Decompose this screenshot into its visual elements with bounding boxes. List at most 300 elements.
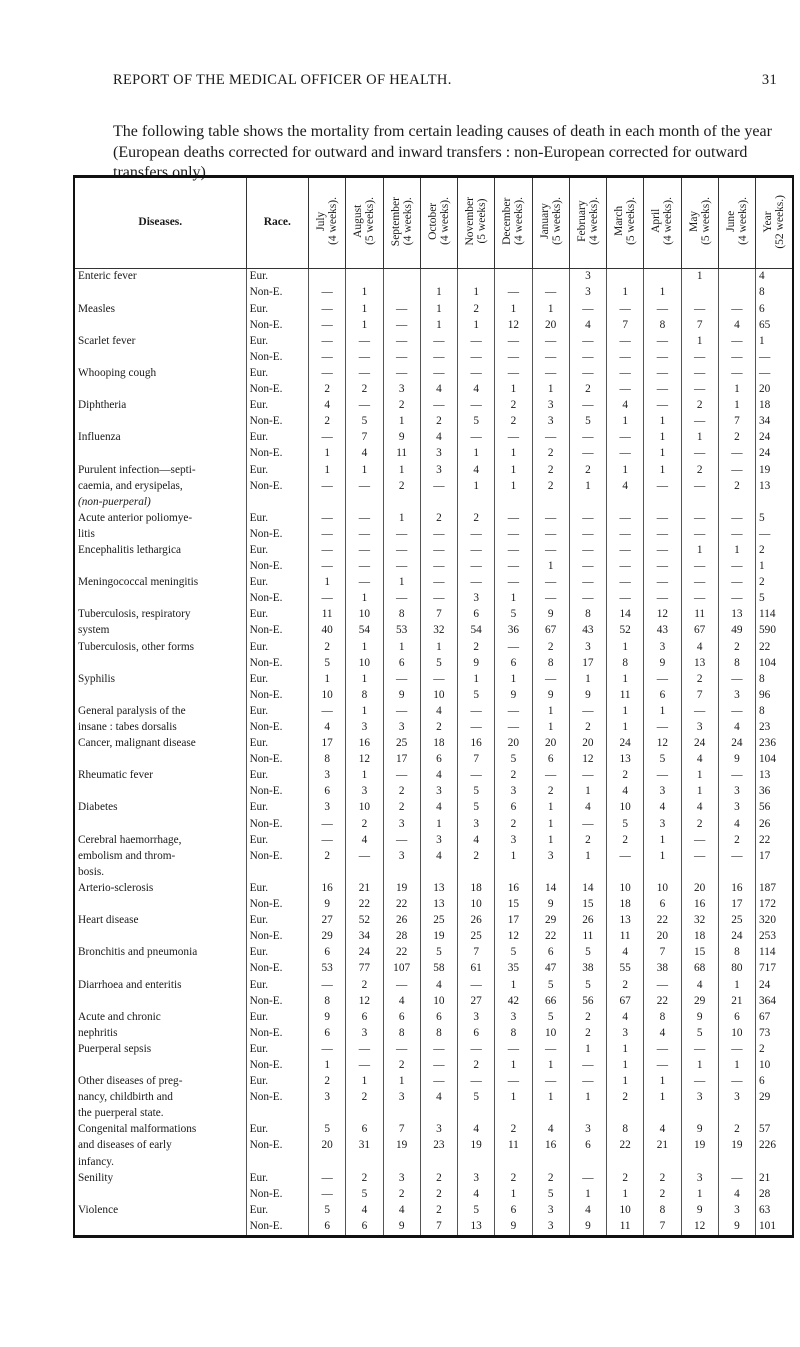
empty-cell bbox=[420, 1106, 457, 1122]
month-value: — bbox=[532, 543, 569, 559]
month-value: — bbox=[420, 575, 457, 591]
month-value: 12 bbox=[644, 607, 681, 623]
header-month-8 bbox=[607, 177, 644, 269]
header-month-7-label: February (4 weeks). bbox=[575, 197, 600, 246]
month-value bbox=[644, 269, 681, 286]
race-cell: Non-E. bbox=[246, 929, 308, 945]
month-value: — bbox=[309, 349, 346, 365]
month-value: 4 bbox=[681, 639, 718, 655]
month-value: 11 bbox=[569, 929, 606, 945]
month-value: — bbox=[309, 832, 346, 848]
month-value: — bbox=[644, 382, 681, 398]
month-value: 2 bbox=[718, 1122, 755, 1138]
month-value bbox=[458, 269, 495, 286]
race-cell: Non-E. bbox=[246, 382, 308, 398]
month-value: 7 bbox=[681, 687, 718, 703]
month-value: 10 bbox=[718, 1025, 755, 1041]
disease-name bbox=[74, 993, 246, 1009]
month-value: 54 bbox=[458, 623, 495, 639]
table-row bbox=[74, 655, 793, 671]
month-value: — bbox=[569, 768, 606, 784]
empty-cell bbox=[569, 864, 606, 880]
month-value: 26 bbox=[569, 913, 606, 929]
month-value: 1 bbox=[607, 1058, 644, 1074]
month-value: 3 bbox=[458, 591, 495, 607]
year-total: 4 bbox=[756, 269, 793, 286]
month-value: 3 bbox=[532, 1219, 569, 1237]
table-row bbox=[74, 639, 793, 655]
empty-cell bbox=[718, 1154, 755, 1170]
month-value: 5 bbox=[346, 414, 383, 430]
month-value: 1 bbox=[420, 639, 457, 655]
empty-cell bbox=[569, 1154, 606, 1170]
month-value: — bbox=[420, 398, 457, 414]
year-total: 5 bbox=[756, 510, 793, 526]
month-value: 20 bbox=[532, 736, 569, 752]
race-cell: Eur. bbox=[246, 881, 308, 897]
month-value: — bbox=[495, 430, 532, 446]
month-value: — bbox=[383, 301, 420, 317]
year-total: 67 bbox=[756, 1009, 793, 1025]
month-value: 3 bbox=[458, 1009, 495, 1025]
month-value: 1 bbox=[644, 285, 681, 301]
disease-name: Enteric fever bbox=[74, 269, 246, 286]
month-value: — bbox=[681, 510, 718, 526]
month-value: 21 bbox=[644, 1138, 681, 1154]
month-value: 3 bbox=[607, 1025, 644, 1041]
month-value: 29 bbox=[309, 929, 346, 945]
month-value: — bbox=[718, 462, 755, 478]
month-value: 32 bbox=[681, 913, 718, 929]
year-total: 56 bbox=[756, 800, 793, 816]
month-value: 14 bbox=[607, 607, 644, 623]
month-value: 29 bbox=[532, 913, 569, 929]
month-value: 4 bbox=[420, 848, 457, 864]
disease-name: Cancer, malignant disease bbox=[74, 736, 246, 752]
month-value: 2 bbox=[569, 1025, 606, 1041]
month-value: 2 bbox=[346, 816, 383, 832]
race-cell: Non-E. bbox=[246, 1058, 308, 1074]
month-value: 1 bbox=[569, 848, 606, 864]
month-value bbox=[718, 269, 755, 286]
month-value: 3 bbox=[495, 832, 532, 848]
month-value: 1 bbox=[309, 1058, 346, 1074]
empty-cell bbox=[383, 864, 420, 880]
year-total: 57 bbox=[756, 1122, 793, 1138]
month-value: 1 bbox=[681, 1186, 718, 1202]
month-value: — bbox=[644, 977, 681, 993]
month-value: 9 bbox=[718, 1219, 755, 1237]
month-value bbox=[346, 269, 383, 286]
empty-cell bbox=[420, 494, 457, 510]
month-value: 6 bbox=[346, 1122, 383, 1138]
month-value: 9 bbox=[495, 687, 532, 703]
disease-name: (non-puerperal) bbox=[74, 494, 246, 510]
month-value: — bbox=[718, 671, 755, 687]
month-value: — bbox=[383, 349, 420, 365]
month-value: 15 bbox=[495, 897, 532, 913]
month-value: 3 bbox=[420, 1122, 457, 1138]
month-value: 8 bbox=[309, 752, 346, 768]
disease-name: Meningococcal meningitis bbox=[74, 575, 246, 591]
month-value: — bbox=[495, 720, 532, 736]
month-value: 1 bbox=[644, 1090, 681, 1106]
month-value: 2 bbox=[383, 478, 420, 494]
month-value: 13 bbox=[607, 752, 644, 768]
month-value: 43 bbox=[644, 623, 681, 639]
month-value: 8 bbox=[569, 607, 606, 623]
table-row bbox=[74, 736, 793, 752]
month-value: 3 bbox=[346, 784, 383, 800]
race-cell: Non-E. bbox=[246, 317, 308, 333]
year-total: 187 bbox=[756, 881, 793, 897]
page-number: 31 bbox=[761, 72, 777, 88]
month-value: — bbox=[458, 768, 495, 784]
month-value: — bbox=[420, 349, 457, 365]
race-cell: Eur. bbox=[246, 1042, 308, 1058]
month-value: 2 bbox=[309, 848, 346, 864]
month-value: 27 bbox=[458, 993, 495, 1009]
race-cell: Non-E. bbox=[246, 720, 308, 736]
race-cell bbox=[246, 1154, 308, 1170]
disease-name: Puerperal sepsis bbox=[74, 1042, 246, 1058]
race-cell: Non-E. bbox=[246, 1025, 308, 1041]
month-value: — bbox=[458, 704, 495, 720]
month-value: 13 bbox=[420, 897, 457, 913]
month-value: 1 bbox=[420, 317, 457, 333]
table-row bbox=[74, 929, 793, 945]
month-value: — bbox=[569, 333, 606, 349]
year-total: 23 bbox=[756, 720, 793, 736]
month-value: 6 bbox=[644, 897, 681, 913]
month-value: — bbox=[607, 591, 644, 607]
month-value: — bbox=[607, 543, 644, 559]
table-header-row bbox=[74, 177, 793, 269]
month-value: 66 bbox=[532, 993, 569, 1009]
month-value: 1 bbox=[495, 848, 532, 864]
month-value: — bbox=[681, 1042, 718, 1058]
empty-cell bbox=[756, 1154, 793, 1170]
race-cell: Non-E. bbox=[246, 1186, 308, 1202]
month-value: 1 bbox=[607, 414, 644, 430]
month-value: 4 bbox=[607, 945, 644, 961]
header-month-10 bbox=[681, 177, 718, 269]
month-value: — bbox=[383, 591, 420, 607]
month-value: 9 bbox=[383, 1219, 420, 1237]
month-value: 2 bbox=[718, 478, 755, 494]
month-value: 3 bbox=[309, 768, 346, 784]
month-value: 22 bbox=[532, 929, 569, 945]
empty-cell bbox=[569, 494, 606, 510]
month-value: 8 bbox=[532, 655, 569, 671]
header-month-6-label: January (5 weeks). bbox=[538, 197, 563, 246]
month-value: 1 bbox=[607, 285, 644, 301]
disease-name bbox=[74, 559, 246, 575]
month-value: — bbox=[718, 559, 755, 575]
month-value: — bbox=[681, 575, 718, 591]
table-row bbox=[74, 1154, 793, 1170]
month-value: 1 bbox=[607, 639, 644, 655]
month-value: 5 bbox=[346, 1186, 383, 1202]
month-value: 12 bbox=[346, 752, 383, 768]
month-value: 1 bbox=[309, 446, 346, 462]
month-value: — bbox=[681, 832, 718, 848]
month-value: 2 bbox=[495, 768, 532, 784]
race-cell: Eur. bbox=[246, 510, 308, 526]
month-value: 11 bbox=[607, 1219, 644, 1237]
month-value: 67 bbox=[532, 623, 569, 639]
race-cell bbox=[246, 1106, 308, 1122]
month-value: — bbox=[718, 527, 755, 543]
month-value: 67 bbox=[607, 993, 644, 1009]
month-value: 6 bbox=[309, 1025, 346, 1041]
month-value: — bbox=[383, 527, 420, 543]
month-value: 1 bbox=[607, 1042, 644, 1058]
month-value: 3 bbox=[458, 816, 495, 832]
month-value: 4 bbox=[383, 993, 420, 1009]
month-value: 49 bbox=[718, 623, 755, 639]
race-cell: Non-E. bbox=[246, 446, 308, 462]
month-value: 4 bbox=[681, 800, 718, 816]
empty-cell bbox=[495, 1106, 532, 1122]
race-cell: Non-E. bbox=[246, 478, 308, 494]
month-value: 1 bbox=[532, 816, 569, 832]
month-value: 3 bbox=[681, 720, 718, 736]
month-value: — bbox=[569, 527, 606, 543]
month-value: — bbox=[420, 559, 457, 575]
year-total: 29 bbox=[756, 1090, 793, 1106]
month-value: — bbox=[644, 543, 681, 559]
month-value: 4 bbox=[346, 832, 383, 848]
empty-cell bbox=[532, 864, 569, 880]
month-value: 3 bbox=[644, 784, 681, 800]
month-value: — bbox=[644, 671, 681, 687]
month-value: — bbox=[309, 317, 346, 333]
month-value: — bbox=[644, 398, 681, 414]
header-month-4 bbox=[458, 177, 495, 269]
month-value: 2 bbox=[309, 1074, 346, 1090]
empty-cell bbox=[309, 494, 346, 510]
month-value: 19 bbox=[681, 1138, 718, 1154]
month-value: 9 bbox=[458, 655, 495, 671]
month-value: — bbox=[309, 816, 346, 832]
race-cell: Eur. bbox=[246, 607, 308, 623]
month-value: 3 bbox=[644, 639, 681, 655]
month-value: 1 bbox=[346, 768, 383, 784]
month-value: 16 bbox=[458, 736, 495, 752]
month-value: — bbox=[569, 816, 606, 832]
month-value: 1 bbox=[607, 1186, 644, 1202]
month-value: 32 bbox=[420, 623, 457, 639]
disease-name: Tuberculosis, respiratory bbox=[74, 607, 246, 623]
month-value: 5 bbox=[495, 607, 532, 623]
header-month-5-label: December (4 weeks). bbox=[501, 197, 526, 246]
month-value: 18 bbox=[458, 881, 495, 897]
month-value: 1 bbox=[309, 462, 346, 478]
month-value: — bbox=[458, 543, 495, 559]
month-value: 4 bbox=[718, 1186, 755, 1202]
month-value: 1 bbox=[644, 848, 681, 864]
month-value: 8 bbox=[495, 1025, 532, 1041]
disease-name bbox=[74, 655, 246, 671]
header-year-label: Year (52 weeks.) bbox=[761, 194, 787, 249]
empty-cell bbox=[346, 1154, 383, 1170]
month-value: 4 bbox=[569, 1202, 606, 1218]
disease-name: Tuberculosis, other forms bbox=[74, 639, 246, 655]
year-total: 172 bbox=[756, 897, 793, 913]
year-total: — bbox=[756, 349, 793, 365]
month-value: 9 bbox=[532, 687, 569, 703]
year-total: 73 bbox=[756, 1025, 793, 1041]
table-row bbox=[74, 1009, 793, 1025]
year-total: 2 bbox=[756, 575, 793, 591]
month-value: — bbox=[420, 671, 457, 687]
month-value: 1 bbox=[681, 430, 718, 446]
month-value: 20 bbox=[644, 929, 681, 945]
month-value: 8 bbox=[420, 1025, 457, 1041]
header-month-2-label: September (4 weeks). bbox=[389, 196, 414, 246]
table-row bbox=[74, 961, 793, 977]
month-value: 80 bbox=[718, 961, 755, 977]
month-value: — bbox=[383, 543, 420, 559]
month-value: — bbox=[681, 366, 718, 382]
year-total: 114 bbox=[756, 945, 793, 961]
month-value: — bbox=[644, 1042, 681, 1058]
month-value: 3 bbox=[532, 1202, 569, 1218]
race-cell: Eur. bbox=[246, 301, 308, 317]
month-value: 10 bbox=[644, 881, 681, 897]
race-cell: Non-E. bbox=[246, 623, 308, 639]
month-value: 5 bbox=[420, 655, 457, 671]
month-value: 2 bbox=[458, 848, 495, 864]
month-value: — bbox=[420, 366, 457, 382]
table-row bbox=[74, 897, 793, 913]
month-value: — bbox=[495, 333, 532, 349]
month-value: 5 bbox=[569, 945, 606, 961]
disease-name: bosis. bbox=[74, 864, 246, 880]
race-cell: Non-E. bbox=[246, 687, 308, 703]
empty-cell bbox=[309, 1154, 346, 1170]
month-value: 16 bbox=[309, 881, 346, 897]
month-value: — bbox=[569, 446, 606, 462]
month-value: 13 bbox=[681, 655, 718, 671]
month-value: 38 bbox=[644, 961, 681, 977]
month-value: — bbox=[718, 1042, 755, 1058]
month-value: 5 bbox=[532, 1009, 569, 1025]
month-value: 2 bbox=[309, 639, 346, 655]
month-value: — bbox=[383, 832, 420, 848]
header-month-1 bbox=[346, 177, 383, 269]
month-value: — bbox=[569, 1058, 606, 1074]
month-value: 2 bbox=[569, 1009, 606, 1025]
month-value: 8 bbox=[644, 317, 681, 333]
disease-name bbox=[74, 897, 246, 913]
month-value bbox=[607, 269, 644, 286]
month-value: 2 bbox=[383, 1058, 420, 1074]
month-value: 20 bbox=[495, 736, 532, 752]
year-total: 6 bbox=[756, 1074, 793, 1090]
month-value: 1 bbox=[569, 1042, 606, 1058]
month-value: — bbox=[644, 768, 681, 784]
month-value: 6 bbox=[532, 752, 569, 768]
month-value: 6 bbox=[495, 1202, 532, 1218]
month-value: 19 bbox=[383, 881, 420, 897]
month-value: — bbox=[420, 543, 457, 559]
month-value: 1 bbox=[346, 317, 383, 333]
month-value: 7 bbox=[383, 1122, 420, 1138]
month-value: 20 bbox=[309, 1138, 346, 1154]
year-total: 2 bbox=[756, 543, 793, 559]
month-value: — bbox=[532, 1074, 569, 1090]
month-value: — bbox=[644, 591, 681, 607]
month-value: — bbox=[718, 1170, 755, 1186]
year-total: 8 bbox=[756, 671, 793, 687]
month-value: 6 bbox=[309, 1219, 346, 1237]
month-value: 2 bbox=[718, 639, 755, 655]
month-value: 2 bbox=[383, 784, 420, 800]
table-row bbox=[74, 462, 793, 478]
month-value: 1 bbox=[383, 575, 420, 591]
month-value: 4 bbox=[607, 478, 644, 494]
header-month-3-label: October (4 weeks). bbox=[426, 197, 451, 246]
month-value: — bbox=[718, 349, 755, 365]
empty-cell bbox=[532, 494, 569, 510]
month-value: 4 bbox=[718, 720, 755, 736]
month-value: 5 bbox=[458, 1090, 495, 1106]
month-value: — bbox=[644, 1058, 681, 1074]
month-value: 5 bbox=[681, 1025, 718, 1041]
month-value: — bbox=[458, 430, 495, 446]
header-month-1-label: August (5 weeks). bbox=[352, 197, 377, 246]
month-value: 1 bbox=[458, 285, 495, 301]
month-value bbox=[532, 269, 569, 286]
month-value: 1 bbox=[346, 301, 383, 317]
month-value: 9 bbox=[309, 1009, 346, 1025]
header-month-7 bbox=[569, 177, 606, 269]
header-month-0 bbox=[309, 177, 346, 269]
empty-cell bbox=[681, 864, 718, 880]
disease-name bbox=[74, 349, 246, 365]
table-row bbox=[74, 269, 793, 286]
month-value: — bbox=[420, 591, 457, 607]
month-value: 2 bbox=[607, 1170, 644, 1186]
month-value: — bbox=[383, 1042, 420, 1058]
month-value: 5 bbox=[458, 687, 495, 703]
month-value: — bbox=[346, 510, 383, 526]
race-cell: Non-E. bbox=[246, 1138, 308, 1154]
race-cell: Non-E. bbox=[246, 784, 308, 800]
month-value: 12 bbox=[644, 736, 681, 752]
month-value: 2 bbox=[383, 800, 420, 816]
month-value: — bbox=[495, 575, 532, 591]
month-value: 28 bbox=[383, 929, 420, 945]
month-value: 3 bbox=[569, 639, 606, 655]
month-value: 18 bbox=[607, 897, 644, 913]
month-value: — bbox=[569, 591, 606, 607]
race-cell: Non-E. bbox=[246, 993, 308, 1009]
month-value: 24 bbox=[718, 736, 755, 752]
disease-name: Senility bbox=[74, 1170, 246, 1186]
month-value: 6 bbox=[420, 752, 457, 768]
month-value: 3 bbox=[309, 1090, 346, 1106]
table-row bbox=[74, 704, 793, 720]
month-value: 1 bbox=[495, 446, 532, 462]
month-value: 12 bbox=[569, 752, 606, 768]
month-value: 4 bbox=[346, 446, 383, 462]
month-value: 7 bbox=[644, 1219, 681, 1237]
month-value: 52 bbox=[607, 623, 644, 639]
year-total: 2 bbox=[756, 1042, 793, 1058]
